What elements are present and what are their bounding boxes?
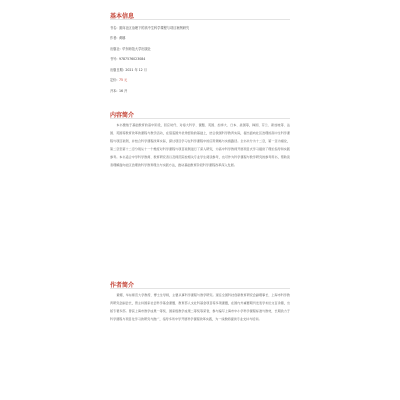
- section-divider: [110, 118, 290, 119]
- publisher: 华东师范大学出版社: [122, 46, 151, 51]
- basic-info-heading: 基本信息: [110, 13, 135, 20]
- content-intro-heading: 内容简介: [110, 112, 135, 119]
- meta-label: 定价:: [110, 78, 118, 83]
- basic-info-list: [110, 22, 290, 96]
- meta-row-pubdate: [110, 64, 290, 75]
- author-name: 黄娜: [118, 36, 126, 41]
- content-intro-text: 本书聚焦于基础教育的高中阶段，回应时代、对接大科学、课题、英国、加拿大、日本、美国等，韩国、芬兰、新加坡等、法国、英国等教育改革的课程与教学活动，在借鉴国外优秀经验的基础上，结合我国科学教育实际，提出面向社区治理的高中生科学课程与项目案例，并结合科学课程改革实际，探讨项目学习在科学课程中的应用策略与实施路径。全书共分为十二章，第一章为绪论，第二章至第十二章分别从十一个维度对科学课程与项目案例进行了深入研究，为高中科学教师开展项目式学习提供了理论指导和实践参考。本书适合中学科学教师、教育研究者以及师范院校相关专业学生阅读参考，也可作为科学课程与教学研究的参考用书，帮助读者理解面向社区治理的科学教育理念与实践方法，推动基础教育阶段科学课程改革深入发展。: [110, 123, 290, 167]
- meta-label: 出版社:: [110, 46, 121, 51]
- price: 75 元: [118, 78, 128, 83]
- section-divider: [110, 19, 290, 20]
- meta-row-publisher: [110, 43, 290, 54]
- meta-label: 作者:: [110, 36, 118, 41]
- meta-row-isbn: [110, 54, 290, 65]
- isbn: 9787576023084: [118, 56, 146, 61]
- meta-row-format: [110, 85, 290, 96]
- meta-row-price: [110, 75, 290, 86]
- meta-label: 出版日期:: [110, 67, 124, 72]
- meta-label: 书名:: [110, 25, 118, 30]
- book-format: 16 开: [118, 88, 128, 93]
- author-intro-text: 黄娜，华东师范大学教授、博士生导师，主要从事科学课程与教学研究。现任全国科技创新教育研究会副理事长、上海市科学教育研究会副会长，曾主持国家社会科学基金课题、教育部人文社科基金项目等多项课题，在国内外重要期刊发表学术论文百余篇，出版专著多部。曾获上海市教学成果一等奖、国家级教学成果二等奖等荣誉，参与编写上海市中小学科学课程标准与教材，长期致力于科学课程与项目化学习的研究与推广，指导多所中学开展科学课程改革实践，为一线教师提供专业支持与培训。: [110, 293, 290, 321]
- author-intro-heading: 作者简介: [110, 282, 135, 289]
- book-title: 面向社区治理下的高中生科学课程与项目案例研究: [118, 25, 190, 30]
- meta-row-author: [110, 33, 290, 44]
- meta-row-title: [110, 22, 290, 33]
- section-divider: [110, 288, 290, 289]
- meta-label: 书号:: [110, 57, 118, 62]
- meta-label: 开本:: [110, 88, 118, 93]
- publish-date: 2021 年 12 月: [125, 67, 147, 72]
